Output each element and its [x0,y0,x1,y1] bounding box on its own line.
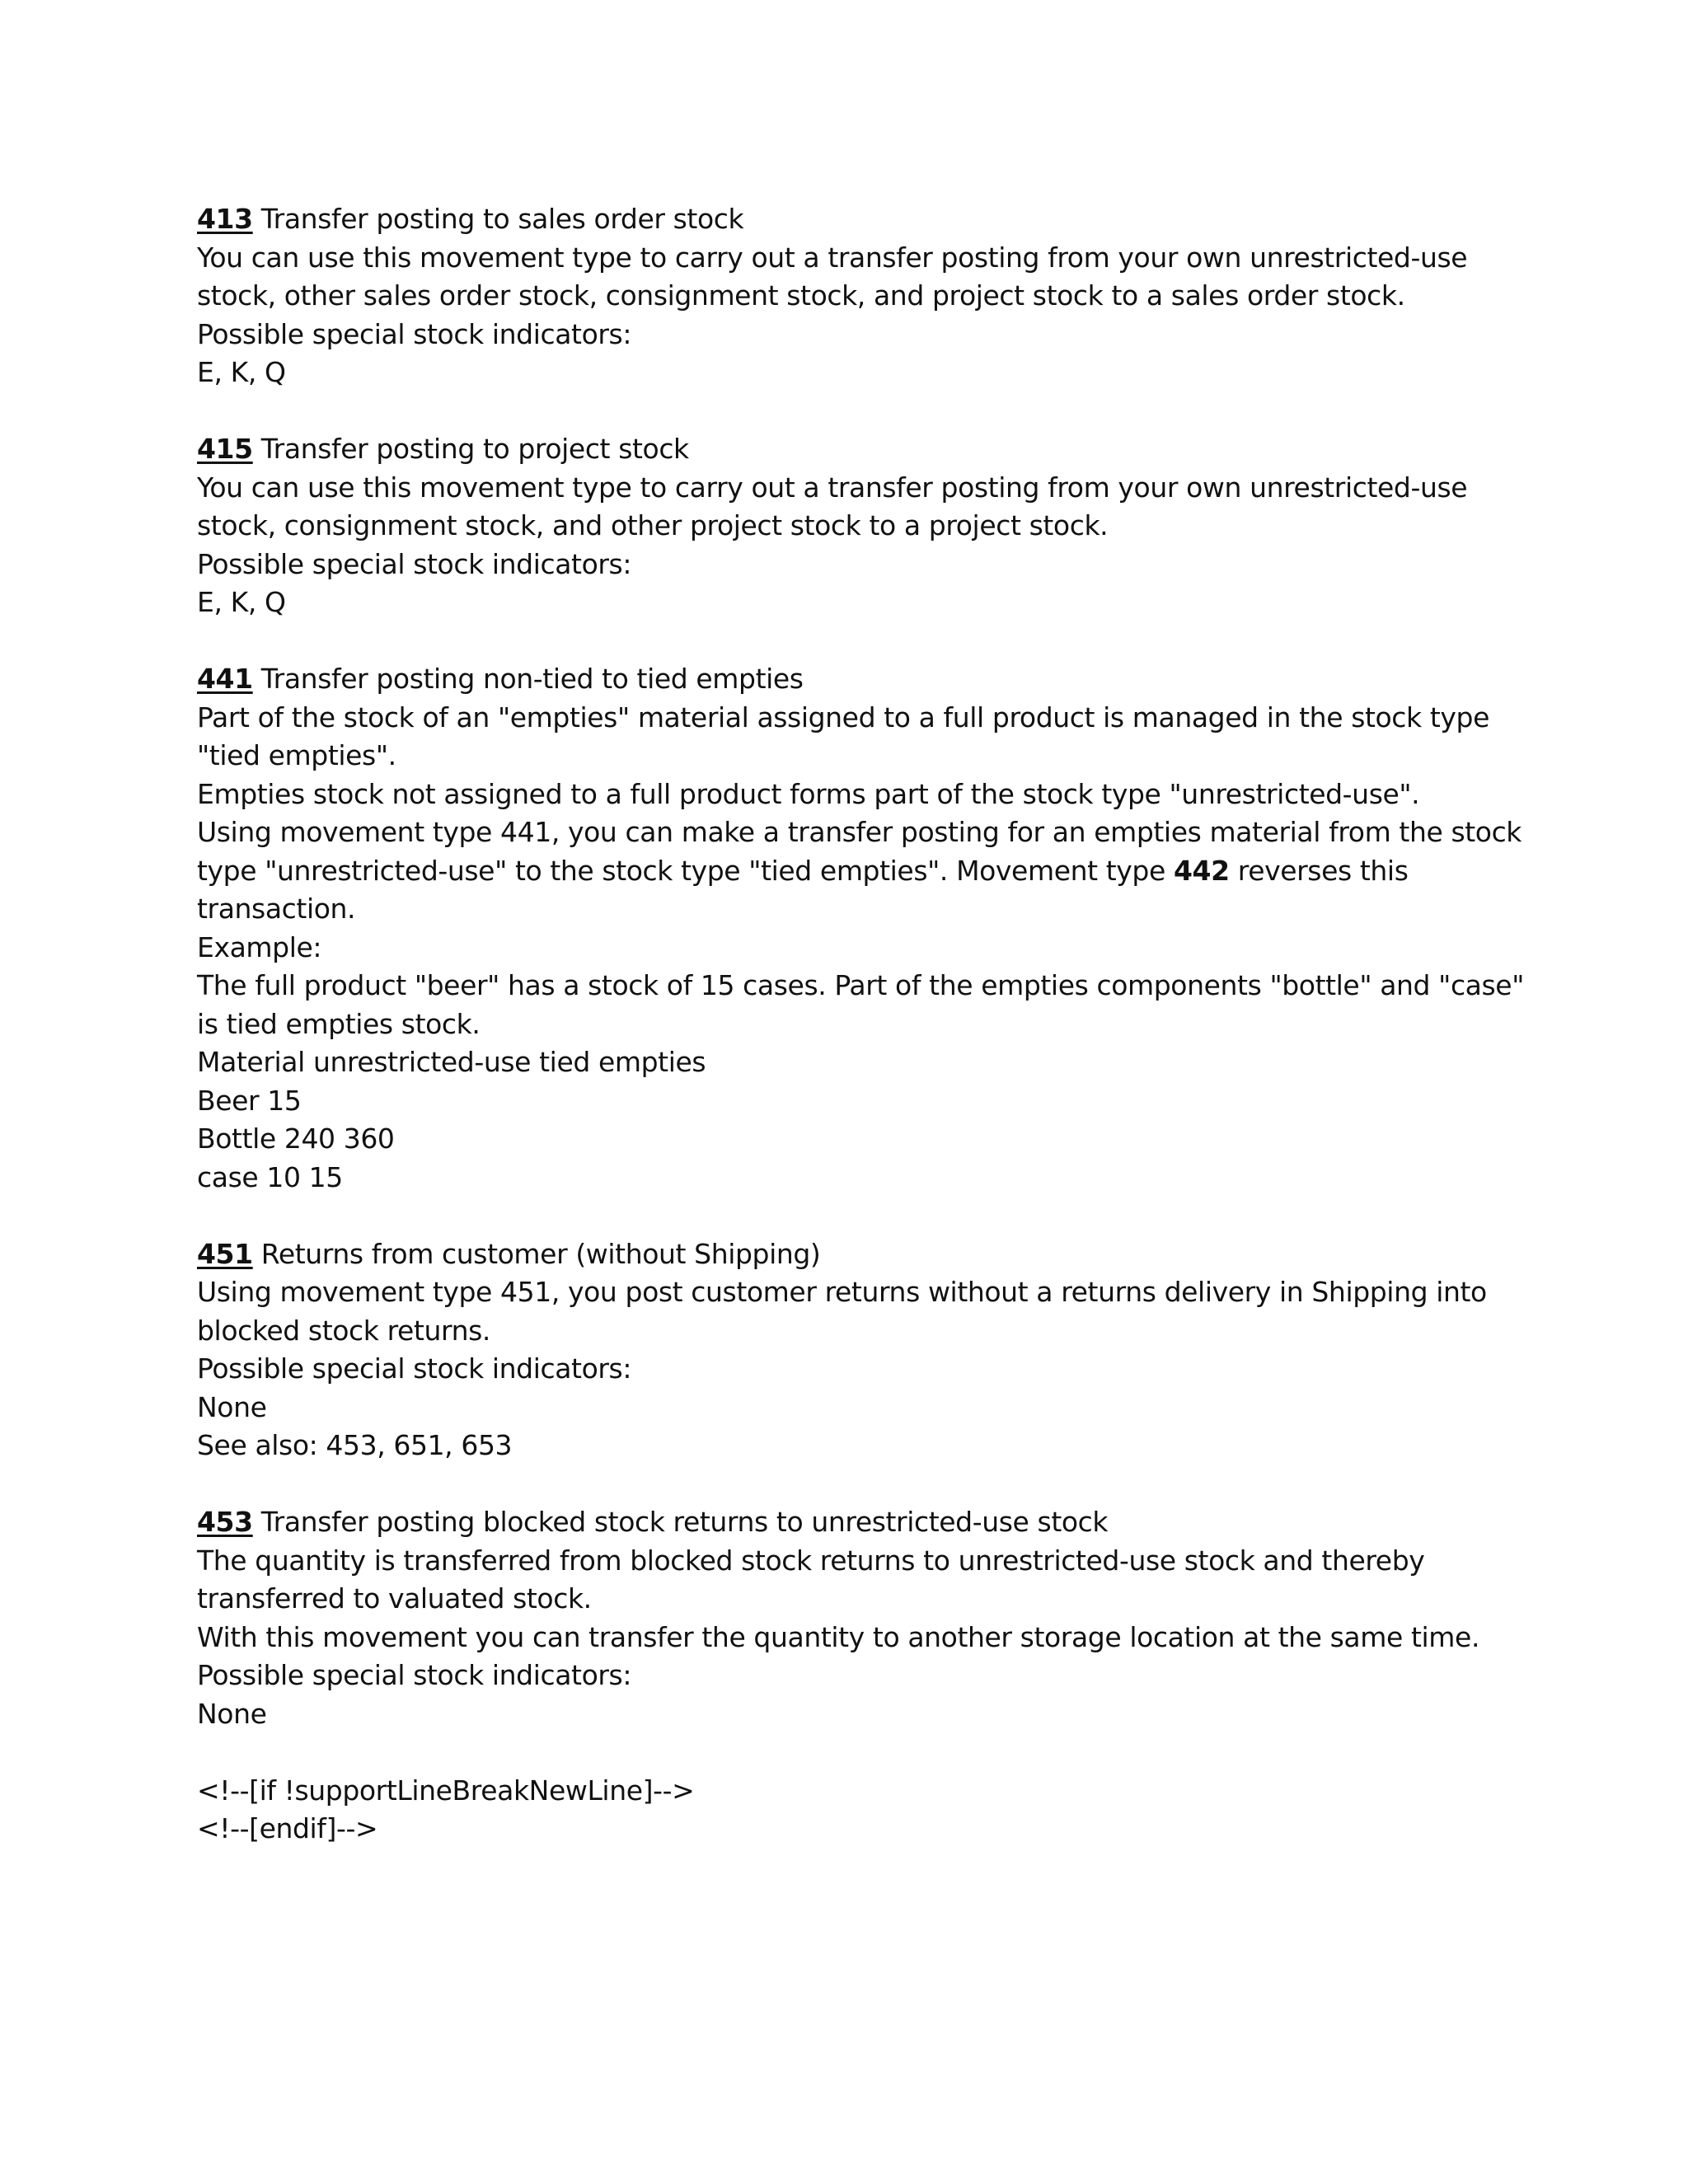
section-title: Transfer posting to project stock [252,433,689,465]
movement-code: 415 [197,433,253,465]
body-line: stock, other sales order stock, consignment stock, and project stock to a sales order stock. [197,279,1405,312]
section-heading [197,430,1532,469]
spacer [197,622,1532,661]
footer-line: <!--[endif]--> [197,1812,378,1844]
table-row-line: case 10 15 [197,1160,343,1193]
section-heading [197,1503,1532,1542]
section-415 [197,430,1532,622]
section-451 [197,1235,1532,1465]
body-line: is tied empties stock. [197,1007,481,1040]
section-heading [197,1235,1532,1274]
section-441 [197,660,1532,1197]
spacer [197,392,1532,431]
table-row-line: Bottle 240 360 [197,1122,395,1155]
section-heading [197,660,1532,699]
body-line: The quantity is transferred from blocked stock returns to unrestricted-use stock and thereby [197,1544,1425,1577]
body-line: Possible special stock indicators: [197,317,632,350]
section-453 [197,1503,1532,1733]
section-title: Returns from customer (without Shipping) [252,1237,821,1270]
body-line: Using movement type 451, you post customer returns without a returns delivery in Shipping into [197,1276,1487,1308]
movement-code: 453 [197,1506,253,1538]
table-header-line: Material unrestricted-use tied empties [197,1046,706,1078]
body-line: E, K, Q [197,586,286,618]
footer-line: <!--[if !supportLineBreakNewLine]--> [197,1774,695,1807]
section-413 [197,200,1532,392]
body-line: transferred to valuated stock. [197,1582,592,1615]
body-line: Part of the stock of an "empties" material assigned to a full product is managed in the stock type [197,701,1489,733]
body-line: Possible special stock indicators: [197,1352,632,1385]
body-line: Possible special stock indicators: [197,1659,632,1691]
body-line: stock, consignment stock, and other project stock to a project stock. [197,509,1109,541]
section-heading [197,200,1532,239]
section-title: Transfer posting to sales order stock [252,203,744,235]
line-text-after: reverses this [1229,854,1409,887]
reverse-movement-code: 442 [1173,854,1230,887]
body-line: transaction. [197,893,356,925]
body-line: "tied empties". [197,739,396,771]
line-text-before: type "unrestricted-use" to the stock type "tied empties". Movement type [197,854,1174,887]
spacer [197,1465,1532,1504]
body-line: Empties stock not assigned to a full product forms part of the stock type "unrestricted-use". [197,777,1420,810]
body-line-with-bold [197,852,1532,891]
body-line: None [197,1697,267,1730]
section-title: Transfer posting blocked stock returns to unrestricted-use stock [252,1506,1109,1538]
movement-code: 451 [197,1237,253,1270]
spacer [197,1733,1532,1772]
movement-code: 413 [197,203,253,235]
body-line: Possible special stock indicators: [197,547,632,580]
body-line: The full product "beer" has a stock of 15 cases. Part of the empties components "bottle" and "case" [197,969,1524,1001]
table-row-line: Beer 15 [197,1084,302,1117]
body-line: blocked stock returns. [197,1314,490,1347]
body-line: Using movement type 441, you can make a transfer posting for an empties material from the stock [197,816,1522,848]
body-line: You can use this movement type to carry out a transfer posting from your own unrestricted-use [197,471,1468,504]
spacer [197,1197,1532,1235]
body-line: Example: [197,930,322,963]
body-line: E, K, Q [197,356,286,388]
body-line: See also: 453, 651, 653 [197,1429,513,1461]
footer-artifacts [197,1772,1532,1849]
body-line: None [197,1390,267,1423]
movement-code: 441 [197,663,253,695]
document-body [197,200,1532,1849]
section-title: Transfer posting non-tied to tied empties [252,663,804,695]
body-line: With this movement you can transfer the quantity to another storage location at the same time. [197,1620,1480,1653]
body-line: You can use this movement type to carry out a transfer posting from your own unrestricted-use [197,241,1468,274]
